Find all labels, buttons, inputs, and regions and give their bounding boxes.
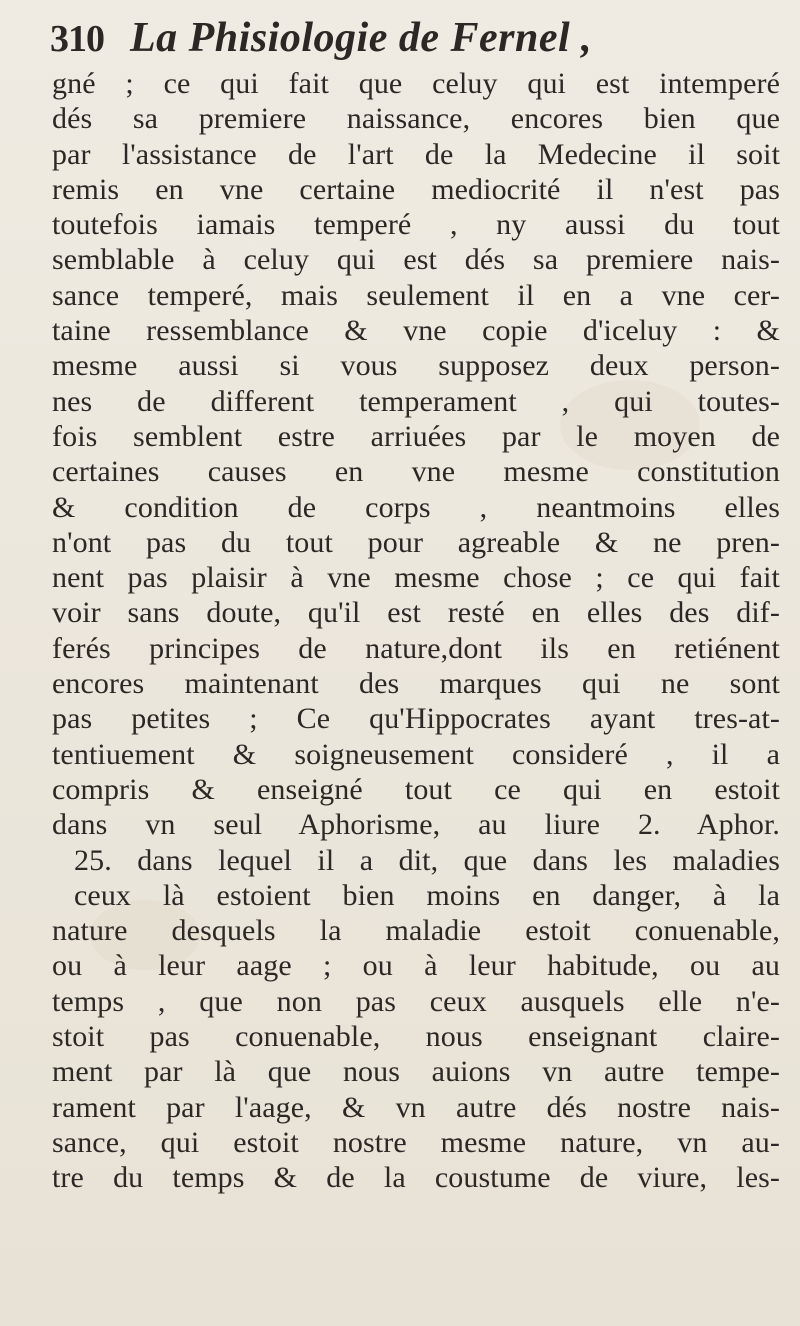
- text-line: par l'assistance de l'art de la Medecine il soit: [52, 137, 780, 171]
- text-line: voir sans doute, qu'il est resté en elles des dif-: [52, 596, 780, 630]
- text-line: fois semblent estre arriuées par le moyen de: [52, 419, 780, 453]
- text-line: compris & enseigné tout ce qui en estoit: [52, 772, 780, 806]
- text-line: pas petites ; Ce qu'Hippocrates ayant tres-at-: [52, 702, 780, 736]
- text-line: encores maintenant des marques qui ne sont: [52, 667, 780, 701]
- text-line: mesme aussi si vous supposez deux person-: [52, 349, 780, 383]
- text-line: ferés principes de nature,dont ils en retiénent: [52, 631, 780, 665]
- text-line: tre du temps & de la coustume de viure, les-: [52, 1161, 780, 1195]
- text-line: sance temperé, mais seulement il en a vne cer-: [52, 278, 780, 312]
- page-header: [50, 14, 770, 72]
- text-line: ou à leur aage ; ou à leur habitude, ou au: [52, 949, 780, 983]
- text-line: taine ressemblance & vne copie d'iceluy : &: [52, 314, 780, 348]
- body-text: [52, 66, 780, 1196]
- text-line: nes de different temperament , qui toutes-: [52, 384, 780, 418]
- text-line: & condition de corps , neantmoins elles: [52, 490, 780, 524]
- text-line: n'ont pas du tout pour agreable & ne pren-: [52, 525, 780, 559]
- text-line: sance, qui estoit nostre mesme nature, vn au-: [52, 1125, 780, 1159]
- text-line: semblable à celuy qui est dés sa premiere nais-: [52, 243, 780, 277]
- page-number: 310: [50, 18, 104, 60]
- text-line: nent pas plaisir à vne mesme chose ; ce qui fait: [52, 561, 780, 595]
- text-line: stoit pas conuenable, nous enseignant claire-: [52, 1020, 780, 1054]
- text-line: gné ; ce qui fait que celuy qui est intemperé: [52, 67, 780, 100]
- text-line: toutefois iamais temperé , ny aussi du tout: [52, 208, 780, 242]
- text-line: dans vn seul Aphorisme, au liure 2. Aphor.: [52, 808, 780, 842]
- text-line: remis en vne certaine mediocrité il n'est pas: [52, 172, 780, 206]
- text-line: tentiuement & soigneusement consideré , il a: [52, 737, 780, 771]
- text-line: nature desquels la maladie estoit conuenable,: [52, 914, 780, 948]
- text-line: certaines causes en vne mesme constitution: [52, 455, 780, 489]
- text-line: ceux là estoient bien moins en danger, à la: [74, 878, 780, 912]
- running-title: La Phisiologie de Fernel ,: [130, 15, 593, 61]
- text-line: dés sa premiere naissance, encores bien que: [52, 102, 780, 136]
- text-line: ment par là que nous auions vn autre tempe-: [52, 1055, 780, 1089]
- text-line: 25. dans lequel il a dit, que dans les maladies: [74, 843, 780, 877]
- text-line: temps , que non pas ceux ausquels elle n'e-: [52, 984, 780, 1018]
- text-line: rament par l'aage, & vn autre dés nostre nais-: [52, 1090, 780, 1124]
